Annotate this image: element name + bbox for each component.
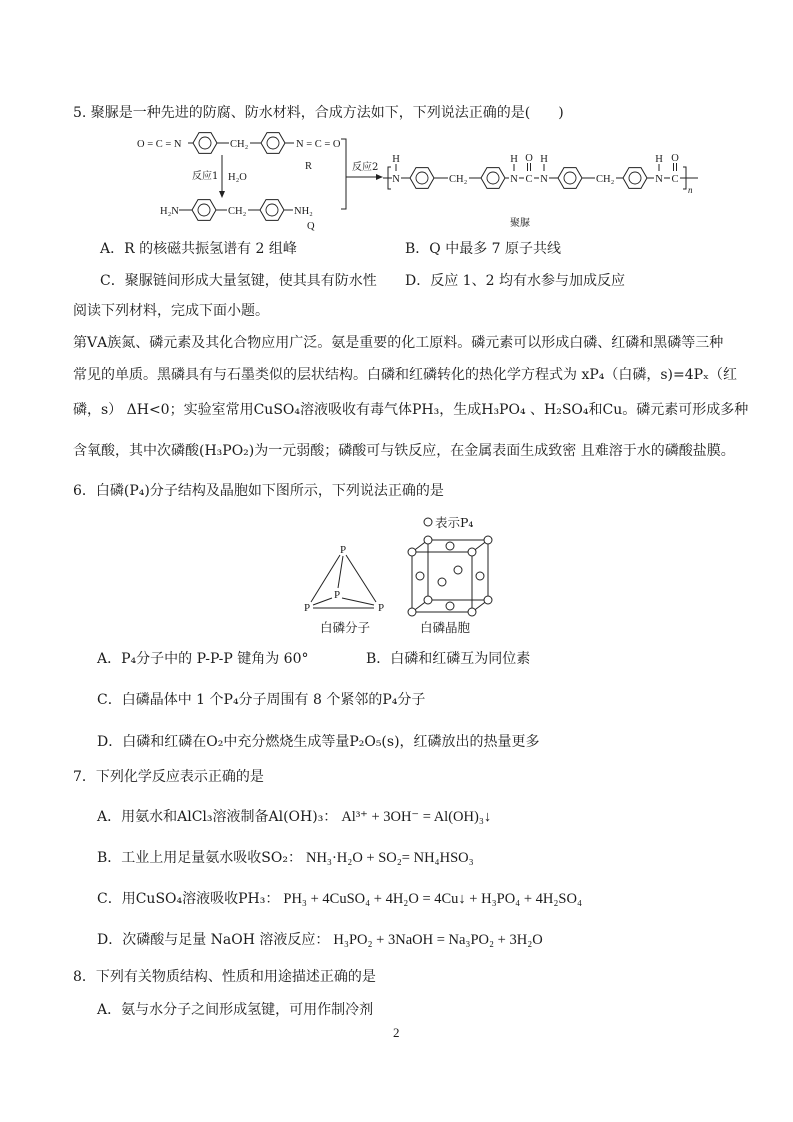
p4-site xyxy=(454,566,462,574)
benzene-ring xyxy=(481,168,505,189)
arrowhead-icon xyxy=(376,174,383,180)
legend-circle-icon xyxy=(424,518,432,526)
reading-line: 磷，s） ΔH<0；实验室常用CuSO₄溶液吸收有毒气体PH₃，生成H₃PO₄ 、H₂SO₄和Cu。磷元素可形成多种 xyxy=(73,402,749,418)
q7-option-b xyxy=(97,848,474,868)
option-text: C．用CuSO₄溶液吸收PH₃： xyxy=(97,891,280,907)
option-text: D．次磷酸与足量 NaOH 溶液反应： xyxy=(97,932,330,948)
option-equation: H₃PO₂ + 3NaOH = Na₃PO₂ + 3H₂O xyxy=(333,932,543,948)
p4-site xyxy=(408,548,416,556)
p4-site xyxy=(468,608,476,616)
polymer-atom-o: O xyxy=(525,153,533,164)
polymer-atom-n: N xyxy=(540,174,548,185)
q5-option-d: D．反应 1、2 均有水参与加成反应 xyxy=(405,273,625,289)
polymer-atom-n: N xyxy=(392,174,400,185)
polymer-atom-h: H xyxy=(540,154,548,165)
cell-caption: 白磷晶胞 xyxy=(419,620,471,635)
p4-site xyxy=(438,578,446,586)
methylene-label: CH₂ xyxy=(449,174,468,185)
p4-site xyxy=(408,608,416,616)
p4-molecule-diagram xyxy=(304,544,384,614)
p4-site xyxy=(446,602,454,610)
polymer-atom-n: N xyxy=(510,174,518,185)
polymer-atom-n: N xyxy=(655,174,663,185)
p-atom-top: P xyxy=(339,544,347,556)
polymer-atom-c: C xyxy=(525,174,533,185)
combine-bracket xyxy=(341,139,346,209)
polymer-name: 聚脲 xyxy=(510,218,530,229)
polymer-atom-o: O xyxy=(671,153,679,164)
benzene-ring xyxy=(193,133,217,154)
p4-site xyxy=(424,536,432,544)
p4-site xyxy=(484,596,492,604)
r-label: R xyxy=(305,161,313,172)
p-p-bond xyxy=(342,598,374,605)
q6-option-a: A．P₄分子中的 P-P-P 键角为 60° xyxy=(97,651,309,667)
r-left-group: O = C = N xyxy=(137,139,182,150)
q-left-group: H₂N xyxy=(160,206,179,217)
page-number: 2 xyxy=(393,1025,400,1040)
reading-line: 含氧酸，其中次磷酸(H₃PO₂)为一元弱酸；磷酸可与铁反应，在金属表面生成致密 且难溶于水的磷酸盐膜。 xyxy=(73,443,735,459)
q5-option-b: B．Q 中最多 7 原子共线 xyxy=(405,241,562,257)
arrowhead-icon xyxy=(219,191,225,198)
reading-line: 第ⅤA族氮、磷元素及其化合物应用广泛。氨是重要的化工原料。磷元素可以形成白磷、红磷和黑磷等三种 xyxy=(73,335,724,351)
q5-stem: 5. 聚脲是一种先进的防腐、防水材料，合成方法如下，下列说法正确的是( ) xyxy=(73,105,564,121)
q8-option-a: A．氨与水分子之间形成氢键，可用作制冷剂 xyxy=(97,1002,374,1018)
benzene-ring xyxy=(260,200,284,221)
legend-text: 表示P₄ xyxy=(435,515,474,530)
q6-option-c: C．白磷晶体中 1 个P₄分子周围有 8 个紧邻的P₄分子 xyxy=(97,692,426,708)
benzene-ring xyxy=(261,133,285,154)
q6-stem: 6．白磷(P₄)分子结构及晶胞如下图所示，下列说法正确的是 xyxy=(73,483,444,499)
p-atom-right: P xyxy=(377,602,385,614)
q7-option-a xyxy=(97,807,491,827)
p-atom-left: P xyxy=(303,602,311,614)
q-right-group: NH₂ xyxy=(294,206,313,217)
benzene-ring xyxy=(623,168,647,189)
reaction1-reagent: H₂O xyxy=(228,172,247,183)
molecule-caption: 白磷分子 xyxy=(319,620,371,635)
p-atom-middle: P xyxy=(333,589,341,601)
q6-option-d: D．白磷和红磷在O₂中充分燃烧生成等量P₂O₅(s)，红磷放出的热量更多 xyxy=(97,734,540,750)
q5-option-c: C．聚脲链间形成大量氢键，使其具有防水性 xyxy=(100,273,377,289)
polymer-atom-h: H xyxy=(510,154,518,165)
p4-site xyxy=(446,542,454,550)
q8-stem: 8．下列有关物质结构、性质和用途描述正确的是 xyxy=(73,969,376,985)
p4-site xyxy=(424,596,432,604)
methylene-label: CH₂ xyxy=(230,139,249,150)
benzene-ring xyxy=(410,168,434,189)
q7-stem: 7．下列化学反应表示正确的是 xyxy=(73,769,264,785)
reaction2-label: 反应2 xyxy=(352,162,379,173)
benzene-ring xyxy=(558,168,582,189)
unit-cell-diagram xyxy=(408,536,492,616)
p4-site xyxy=(484,536,492,544)
r-right-group: N = C = O xyxy=(296,139,341,150)
option-text: B．工业上用足量氨水吸收SO₂： xyxy=(97,850,302,866)
p4-site xyxy=(416,572,424,580)
reading-line: 常见的单质。黑磷具有与石墨类似的层状结构。白磷和红磷转化的热化学方程式为 xP₄（白磷，s)=4Pₓ（红 xyxy=(73,367,738,383)
polymer-atom-c: C xyxy=(671,174,679,185)
polymer-atom-h: H xyxy=(655,154,663,165)
p-p-bond xyxy=(346,555,376,602)
q7-option-c xyxy=(97,889,582,909)
reading-intro: 阅读下列材料，完成下面小题。 xyxy=(73,303,269,319)
p4-site xyxy=(476,572,484,580)
option-equation: PH₃ + 4CuSO₄ + 4H₂O = 4Cu↓ + H₃PO₄ + 4H₂SO₄ xyxy=(283,891,583,907)
methylene-label: CH₂ xyxy=(228,206,247,217)
methylene-label: CH₂ xyxy=(596,174,615,185)
q6-option-b: B．白磷和红磷互为同位素 xyxy=(366,651,531,667)
white-phosphorus-figure xyxy=(295,510,500,640)
option-text: A．用氨水和AlCl₃溶液制备Al(OH)₃： xyxy=(97,809,338,825)
reaction1-label: 反应1 xyxy=(192,171,219,182)
option-equation: NH₃·H₂O + SO₂= NH₄HSO₃ xyxy=(305,850,474,866)
p-p-bond xyxy=(338,556,343,588)
polymer-atom-h: H xyxy=(392,154,400,165)
polyurea-synthesis-scheme xyxy=(130,125,710,237)
p4-site xyxy=(468,548,476,556)
q-label: Q xyxy=(307,221,315,232)
p-p-bond xyxy=(313,598,332,605)
q5-option-a: A．R 的核磁共振氢谱有 2 组峰 xyxy=(100,241,297,257)
repeat-count: n xyxy=(688,185,693,195)
benzene-ring xyxy=(192,200,216,221)
q7-option-d xyxy=(97,930,543,950)
option-equation: Al³⁺ + 3OH⁻ = Al(OH)₃↓ xyxy=(341,809,492,825)
